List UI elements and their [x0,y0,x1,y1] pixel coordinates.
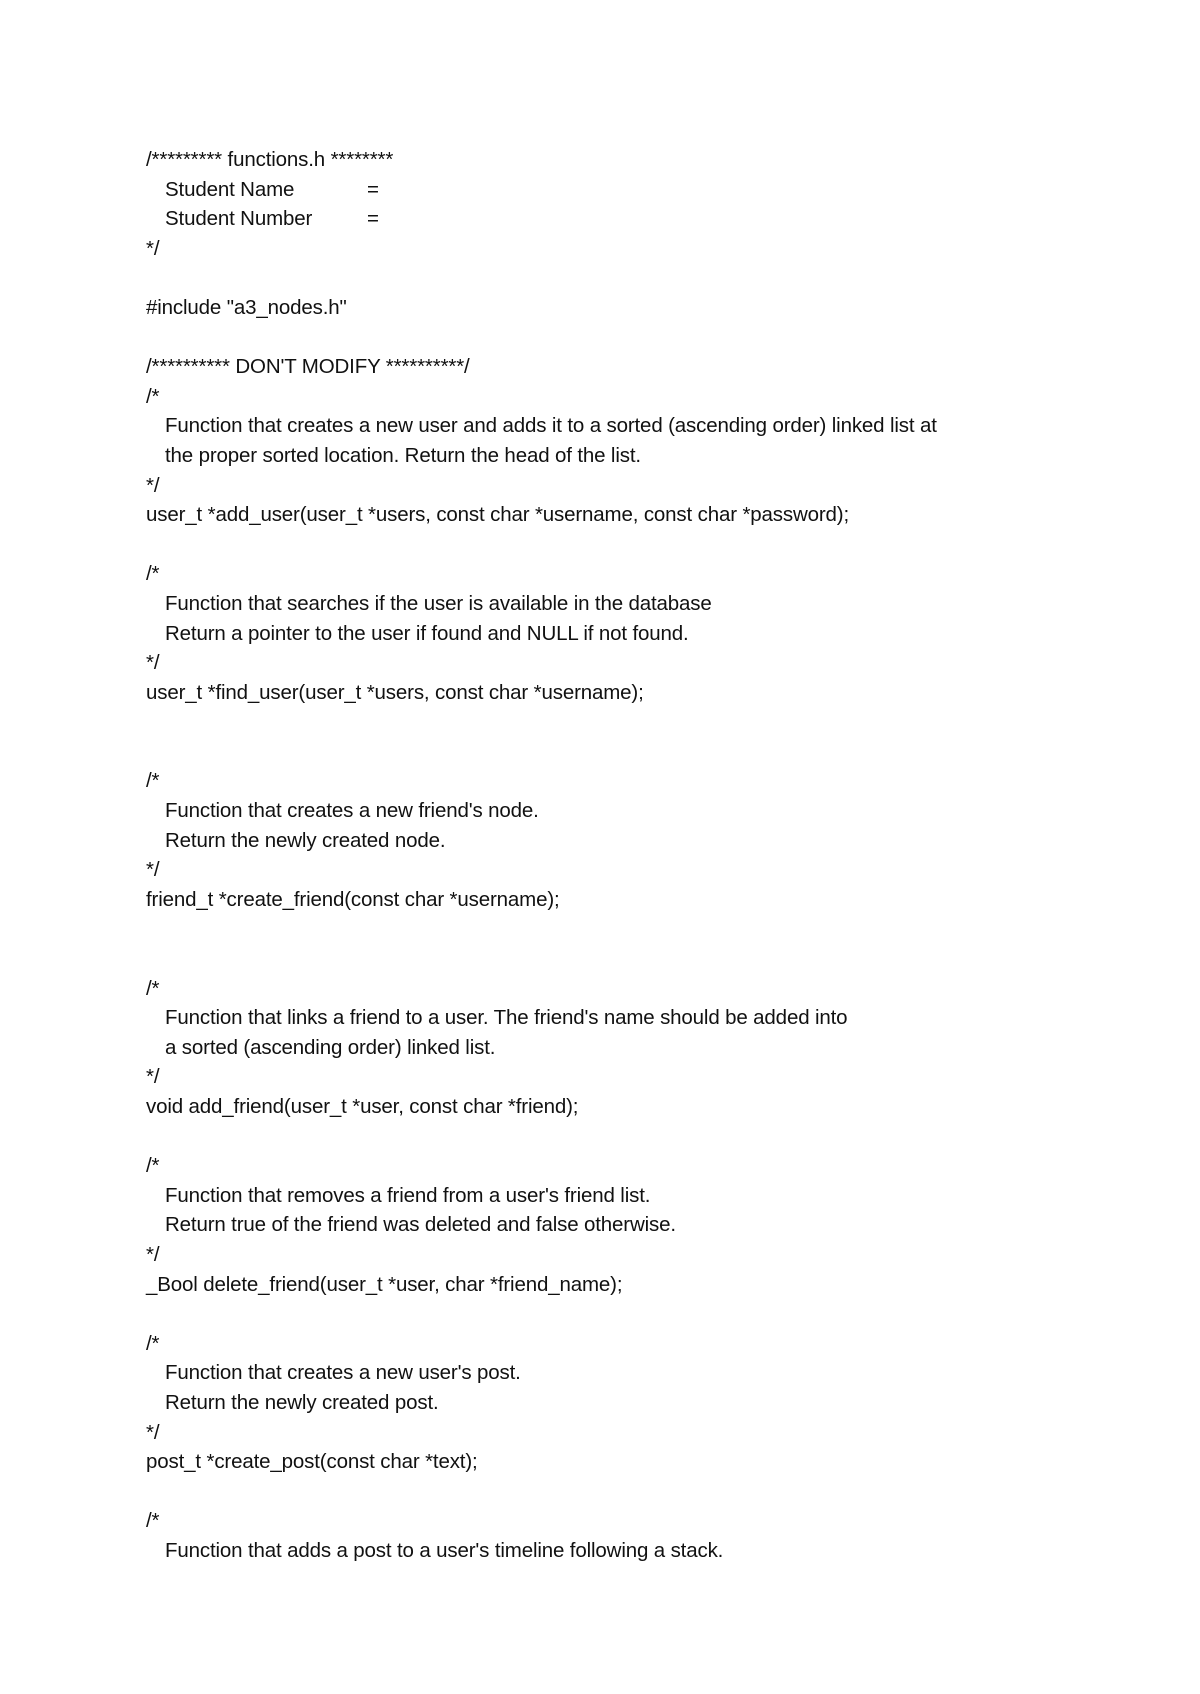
student-number-row [146,204,1106,234]
comment-open: /* [146,976,160,1000]
comment-open: /* [146,1509,160,1533]
student-name-row [146,175,1106,205]
include-line: #include "a3_nodes.h" [146,295,347,319]
student-name-equals: = [367,177,379,201]
comment-open: /* [146,1154,160,1178]
header-close-line: */ [146,236,160,260]
comment-text-line: Function that creates a new user's post. [165,1361,521,1385]
spacer [146,914,1106,944]
function-signature: user_t *add_user(user_t *users, const char *username, const char *password); [146,503,850,527]
function-signature: friend_t *create_friend(const char *username); [146,887,560,911]
spacer [146,1299,1106,1329]
comment-open: /* [146,769,160,793]
comment-close: */ [146,1242,160,1266]
comment-open: /* [146,384,160,408]
comment-close: */ [146,651,160,675]
comment-text-line: Function that creates a new user and adds it to a sorted (ascending order) linked list at [165,414,937,438]
comment-text-line: Return the newly created post. [165,1390,439,1414]
spacer [146,944,1106,974]
comment-text-line: Function that searches if the user is available in the database [165,591,712,615]
function-signature: _Bool delete_friend(user_t *user, char *friend_name); [146,1272,623,1296]
spacer [146,737,1106,767]
comment-close: */ [146,1065,160,1089]
function-signature: post_t *create_post(const char *text); [146,1450,478,1474]
spacer [146,530,1106,560]
comment-text-line: Function that adds a post to a user's timeline following a stack. [165,1538,724,1562]
comment-close: */ [146,1420,160,1444]
comment-text-line: Return true of the friend was deleted and false otherwise. [165,1213,676,1237]
dont-modify-line: /********** DON'T MODIFY **********/ [146,355,470,379]
spacer [146,323,1106,353]
function-signature: user_t *find_user(user_t *users, const char *username); [146,680,644,704]
comment-text-line: Function that creates a new friend's node. [165,799,539,823]
spacer [146,263,1106,293]
comment-text-line: Function that removes a friend from a user's friend list. [165,1183,651,1207]
comment-close: */ [146,473,160,497]
spacer [146,1122,1106,1152]
function-signature: void add_friend(user_t *user, const char *friend); [146,1095,579,1118]
comment-open: /* [146,562,160,586]
header-open-line: /********* functions.h ******** [146,148,394,171]
comment-text-line: Return the newly created node. [165,828,446,852]
student-number-label: Student Number [165,207,313,231]
comment-text-line: Function that links a friend to a user. The friend's name should be added into [165,1006,848,1030]
comment-open: /* [146,1331,160,1355]
comment-text-line: a sorted (ascending order) linked list. [165,1035,496,1059]
student-name-label: Student Name [165,177,295,201]
spacer [146,707,1106,737]
student-number-equals: = [367,207,379,231]
comment-text-line: the proper sorted location. Return the head of the list. [165,443,641,467]
comment-close: */ [146,858,160,882]
code-listing [146,145,1106,1566]
comment-text-line: Return a pointer to the user if found and NULL if not found. [165,621,689,645]
spacer [146,1477,1106,1507]
